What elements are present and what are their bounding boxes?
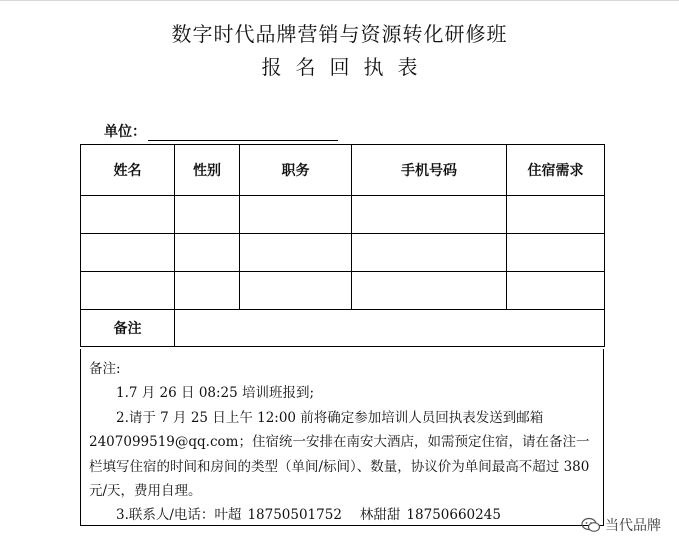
contact-name-1: 叶超 xyxy=(214,507,242,524)
remark-label: 备注 xyxy=(81,310,175,347)
header-accommodation: 住宿需求 xyxy=(507,145,605,196)
contact-name-2: 林甜甜 xyxy=(359,507,401,524)
notes-item-2: 2.请于 7 月 25 日上午 12:00 前将确定参加培训人员回执表发送到邮箱 2407099519@qq.com；住宿统一安排在南安大酒店，如需预定住宿，请在备注一栏填写住宿的时间和房间的类型（单间/标间）、数量，协议价为单间最高不超过 380 元/天，费用自理。 xyxy=(89,409,590,500)
watermark xyxy=(581,515,661,535)
table-cell xyxy=(507,234,605,272)
watermark-text: 当代品牌 xyxy=(605,518,661,534)
contact-prefix: 3.联系人/电话： xyxy=(116,507,215,524)
table-cell xyxy=(81,272,175,310)
top-divider xyxy=(0,0,679,1)
unit-label: 单位： xyxy=(104,124,146,140)
page-subtitle: 报名回执表 xyxy=(261,55,432,79)
registration-table xyxy=(80,144,605,347)
table-cell xyxy=(507,196,605,234)
table-cell xyxy=(81,196,175,234)
contact-phone-2: 18750660245 xyxy=(406,507,501,524)
table-cell xyxy=(240,272,352,310)
table-cell xyxy=(352,272,507,310)
table-cell xyxy=(352,196,507,234)
table-cell xyxy=(240,196,352,234)
table-cell xyxy=(175,196,240,234)
remark-cell xyxy=(175,310,605,347)
table-cell xyxy=(507,272,605,310)
header-name: 姓名 xyxy=(81,145,175,196)
table-cell xyxy=(175,272,240,310)
table-row xyxy=(81,196,605,234)
header-position: 职务 xyxy=(240,145,352,196)
table-row xyxy=(81,234,605,272)
table-cell xyxy=(175,234,240,272)
contact-phone-1: 18750501752 xyxy=(247,507,342,524)
remark-row xyxy=(81,310,605,347)
table-header-row xyxy=(81,145,605,196)
page-title: 数字时代品牌营销与资源转化研修班 xyxy=(171,22,508,46)
wechat-icon xyxy=(581,517,601,533)
header-phone: 手机号码 xyxy=(352,145,507,196)
table-row xyxy=(81,272,605,310)
notes-item-3 xyxy=(89,503,595,527)
table-cell xyxy=(352,234,507,272)
table-cell xyxy=(240,234,352,272)
notes-heading: 备注: xyxy=(89,361,121,377)
unit-field xyxy=(104,121,338,141)
notes-box xyxy=(80,349,604,526)
notes-item-1: 1.7 月 26 日 08:25 培训班报到; xyxy=(116,385,315,402)
table-cell xyxy=(81,234,175,272)
header-gender: 性别 xyxy=(175,145,240,196)
unit-blank-line xyxy=(148,124,338,141)
